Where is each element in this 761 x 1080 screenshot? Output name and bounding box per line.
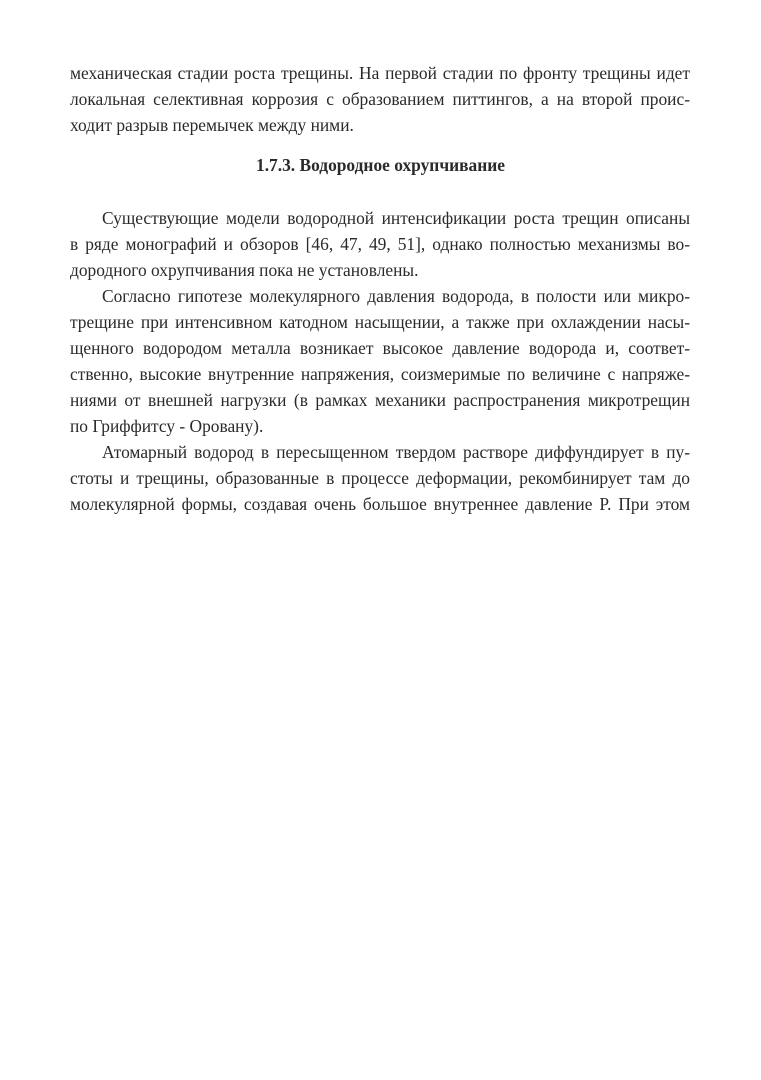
text-line: стоты и трещины, образованные в процессе деформации, рекомбинирует там до [70, 468, 690, 488]
text-line: ниями от внешней нагрузки (в рамках механики распространения микротрещин [70, 390, 690, 410]
text-line: ственно, высокие внутренние напряжения, соизмеримые по величине с напряже- [70, 364, 690, 384]
text-line: щенного водородом металла возникает высокое давление водорода и, соответ- [70, 338, 690, 358]
text-line: Существующие модели водородной интенсификации роста трещин описаны [102, 208, 690, 228]
text-line: Атомарный водород в пересыщенном твердом растворе диффундирует в пу- [102, 442, 690, 462]
section-heading: 1.7.3. Водородное охрупчивание [256, 155, 505, 175]
text-line: по Гриффитсу - Оровану). [70, 416, 264, 436]
text-line: Согласно гипотезе молекулярного давления водорода, в полости или микро- [102, 286, 690, 306]
text-line: ходит разрыв перемычек между ними. [70, 115, 354, 135]
text-line: дородного охрупчивания пока не установлены. [70, 260, 419, 280]
text-line: молекулярной формы, создавая очень большое внутреннее давление P. При этом [70, 494, 690, 514]
text-line: механическая стадии роста трещины. На первой стадии по фронту трещины идет [70, 63, 690, 83]
text-line: трещине при интенсивном катодном насыщении, а также при охлаждении насы- [70, 312, 690, 332]
text-line: в ряде монографий и обзоров [46, 47, 49, 51], однако полностью механизмы во- [70, 234, 690, 254]
text-line: локальная селективная коррозия с образованием питтингов, а на второй проис- [70, 89, 690, 109]
